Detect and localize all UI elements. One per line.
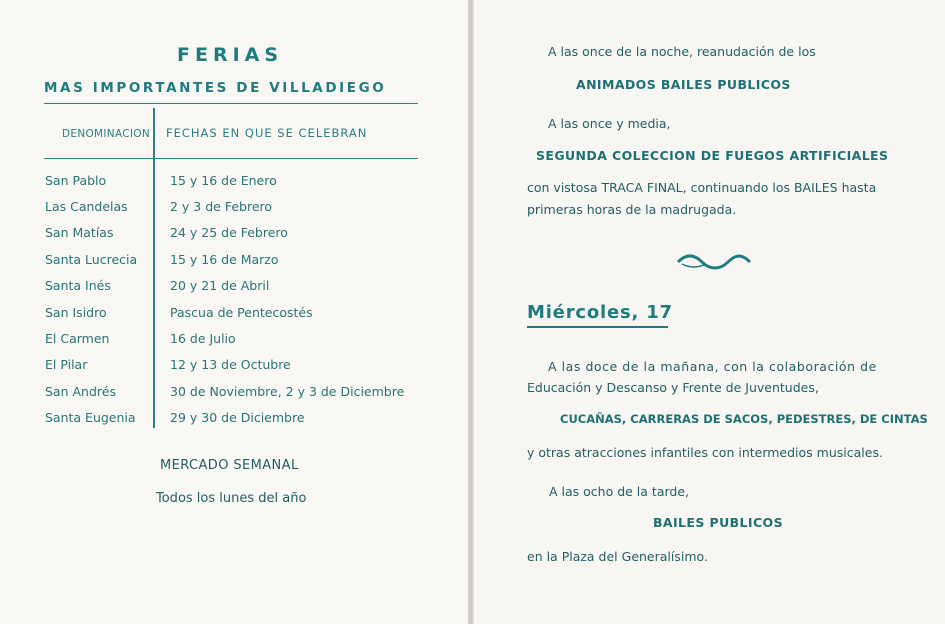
fair-name: San Matías bbox=[45, 225, 114, 240]
fair-dates: 12 y 13 de Octubre bbox=[170, 357, 291, 372]
fair-dates: Pascua de Pentecostés bbox=[170, 305, 313, 320]
text-line: Educación y Descanso y Frente de Juventudes, bbox=[527, 380, 819, 395]
book-gutter bbox=[468, 0, 474, 624]
page-title: FERIAS bbox=[177, 44, 284, 66]
fair-name: San Andrés bbox=[45, 384, 116, 399]
fair-dates: 2 y 3 de Febrero bbox=[170, 199, 273, 214]
header-rule bbox=[44, 158, 418, 159]
left-page bbox=[0, 0, 470, 624]
fair-dates: 24 y 25 de Febrero bbox=[170, 225, 288, 240]
column-header-name: DENOMINACION bbox=[62, 128, 150, 140]
text-line: con vistosa TRACA FINAL, continuando los BAILES hasta bbox=[527, 180, 877, 195]
market-schedule: Todos los lunes del año bbox=[156, 491, 307, 506]
event-title: ANIMADOS BAILES PUBLICOS bbox=[576, 77, 791, 92]
day-heading-underline bbox=[527, 326, 668, 328]
fair-name: Santa Eugenia bbox=[45, 410, 136, 425]
text-line: primeras horas de la madrugada. bbox=[527, 202, 737, 217]
fair-name: San Isidro bbox=[45, 305, 107, 320]
day-heading: Miércoles, 17 bbox=[527, 302, 673, 323]
event-title: CUCAÑAS, CARRERAS DE SACOS, PEDESTRES, DE CINTAS bbox=[560, 412, 928, 426]
page-subtitle: MAS IMPORTANTES DE VILLADIEGO bbox=[44, 80, 387, 96]
fair-name: Santa Lucrecia bbox=[45, 252, 138, 267]
fair-dates: 15 y 16 de Enero bbox=[170, 173, 277, 188]
column-header-dates: FECHAS EN QUE SE CELEBRAN bbox=[166, 126, 368, 140]
fair-name: El Pilar bbox=[45, 357, 88, 372]
fair-dates: 15 y 16 de Marzo bbox=[170, 252, 279, 267]
column-divider bbox=[153, 108, 155, 428]
text-line: A las ocho de la tarde, bbox=[549, 484, 689, 499]
fair-dates: 30 de Noviembre, 2 y 3 de Diciembre bbox=[170, 384, 405, 399]
text-line: A las doce de la mañana, con la colaboración de bbox=[548, 359, 877, 374]
fair-name: Las Candelas bbox=[45, 199, 128, 214]
text-line: A las once y media, bbox=[548, 116, 671, 131]
subtitle-rule bbox=[44, 103, 418, 104]
fair-name: Santa Inés bbox=[45, 278, 111, 293]
text-line: en la Plaza del Generalísimo. bbox=[527, 549, 708, 564]
text-line: y otras atracciones infantiles con intermedios musicales. bbox=[527, 445, 883, 460]
market-title: MERCADO SEMANAL bbox=[160, 458, 299, 473]
ornament-flourish-icon bbox=[676, 252, 752, 272]
fair-name: San Pablo bbox=[45, 173, 107, 188]
text-line: A las once de la noche, reanudación de los bbox=[548, 44, 816, 59]
event-title: BAILES PUBLICOS bbox=[653, 515, 783, 530]
fair-dates: 20 y 21 de Abril bbox=[170, 278, 270, 293]
fair-name: El Carmen bbox=[45, 331, 110, 346]
fair-dates: 29 y 30 de Diciembre bbox=[170, 410, 305, 425]
fair-dates: 16 de Julio bbox=[170, 331, 236, 346]
event-title: SEGUNDA COLECCION DE FUEGOS ARTIFICIALES bbox=[536, 148, 889, 163]
